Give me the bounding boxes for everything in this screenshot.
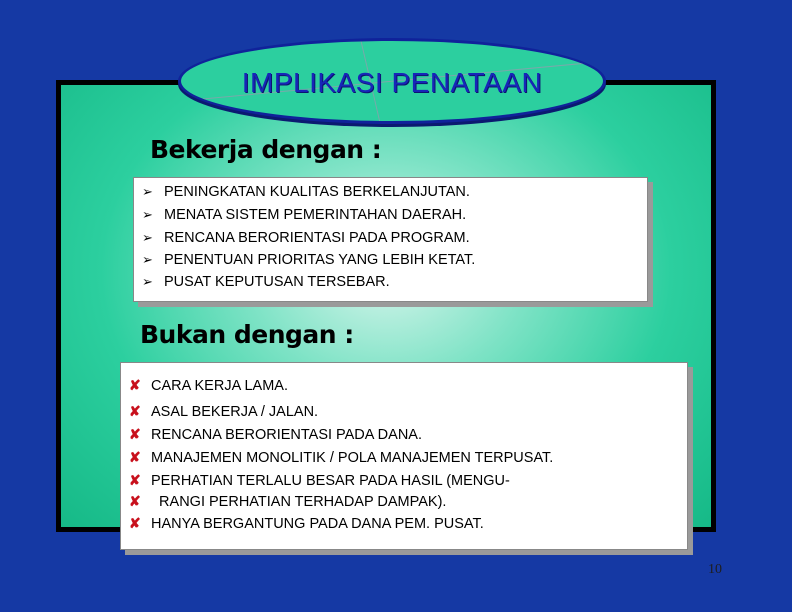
list-item-text: RANGI PERHATIAN TERHADAP DAMPAK). <box>151 493 447 510</box>
list-item-text: PENINGKATAN KUALITAS BERKELANJUTAN. <box>164 184 470 200</box>
list-item-text: HANYA BERGANTUNG PADA DANA PEM. PUSAT. <box>151 515 484 532</box>
list-item <box>129 493 446 510</box>
arrow-bullet-icon: ➢ <box>142 207 153 222</box>
arrow-bullet-icon: ➢ <box>142 184 153 199</box>
list-item-text: CARA KERJA LAMA. <box>151 377 288 394</box>
cross-bullet-icon: ✘ <box>129 403 141 419</box>
list-item <box>129 449 553 466</box>
list-item-text: PENENTUAN PRIORITAS YANG LEBIH KETAT. <box>164 252 476 268</box>
list-item <box>129 472 510 489</box>
list-item <box>142 274 390 290</box>
list-item <box>129 426 422 443</box>
list-item <box>142 207 466 223</box>
list-item <box>142 230 470 246</box>
list-item-text: ASAL BEKERJA / JALAN. <box>151 403 319 420</box>
list-item <box>142 252 475 268</box>
cross-bullet-icon: ✘ <box>129 472 141 488</box>
list-item <box>129 377 288 394</box>
without-list-box <box>120 362 688 550</box>
title-banner <box>178 38 606 124</box>
arrow-bullet-icon: ➢ <box>142 230 153 245</box>
list-item <box>142 184 470 200</box>
arrow-bullet-icon: ➢ <box>142 252 153 267</box>
list-item <box>129 403 318 420</box>
list-item-text: MENATA SISTEM PEMERINTAHAN DAERAH. <box>164 207 467 223</box>
list-item <box>129 515 484 532</box>
list-item-text: MANAJEMEN MONOLITIK / POLA MANAJEMEN TERPUSAT. <box>151 449 554 466</box>
list-item-text: PUSAT KEPUTUSAN TERSEBAR. <box>164 274 390 290</box>
list-item-text: PERHATIAN TERLALU BESAR PADA HASIL (MENGU- <box>151 472 510 489</box>
arrow-bullet-icon: ➢ <box>142 274 153 289</box>
cross-bullet-icon: ✘ <box>129 515 141 531</box>
page-number: 10 <box>708 562 722 577</box>
cross-bullet-icon: ✘ <box>129 493 141 509</box>
list-item-text: RENCANA BERORIENTASI PADA PROGRAM. <box>164 230 470 246</box>
page-title: IMPLIKASI PENATAAN <box>241 67 543 98</box>
list-item-text: RENCANA BERORIENTASI PADA DANA. <box>151 426 422 443</box>
cross-bullet-icon: ✘ <box>129 449 141 465</box>
cross-bullet-icon: ✘ <box>129 426 141 442</box>
with-list-box <box>133 177 648 302</box>
heading-bukan-dengan: Bukan dengan : <box>140 320 354 349</box>
heading-bekerja-dengan: Bekerja dengan : <box>150 135 382 164</box>
cross-bullet-icon: ✘ <box>129 377 141 393</box>
